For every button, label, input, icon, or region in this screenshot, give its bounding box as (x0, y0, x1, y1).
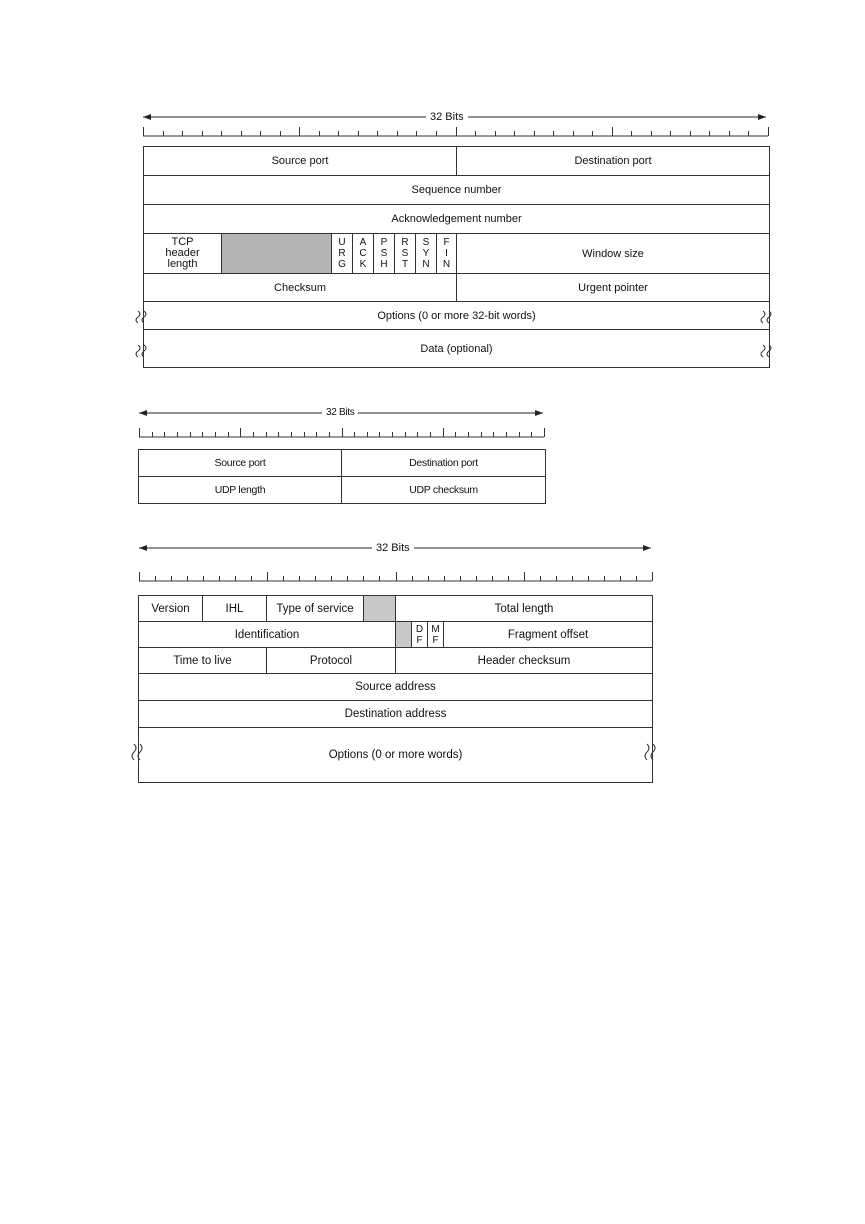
ip-options: Options (0 or more words) (139, 728, 653, 783)
ip-header-checksum: Header checksum (396, 648, 653, 674)
tcp-source-port: Source port (144, 147, 457, 176)
ip-header-table (138, 595, 653, 783)
ip-unused-tos-bits (364, 596, 396, 622)
ip-ihl: IHL (203, 596, 267, 622)
ip-total-length: Total length (396, 596, 653, 622)
tcp-urgent-pointer: Urgent pointer (457, 274, 770, 302)
tcp-flag-ack: A C K (353, 234, 374, 274)
tcp-flag-urg: U R G (332, 234, 353, 274)
ip-source-address: Source address (139, 674, 653, 701)
ip-bits-label: 32 Bits (372, 541, 414, 555)
ip-fragment-offset: Fragment offset (444, 622, 653, 648)
tcp-options: Options (0 or more 32-bit words) (144, 302, 770, 330)
udp-checksum: UDP checksum (342, 477, 546, 504)
udp-destination-port: Destination port (342, 450, 546, 477)
udp-source-port: Source port (139, 450, 342, 477)
ip-identification: Identification (139, 622, 396, 648)
tcp-flag-rst: R S T (395, 234, 416, 274)
tcp-header-length: TCP header length (144, 234, 222, 274)
udp-bits-label: 32 Bits (322, 406, 358, 420)
tcp-flag-syn: S Y N (416, 234, 437, 274)
ip-flag-df: D F (412, 622, 428, 648)
ip-protocol: Protocol (267, 648, 396, 674)
tcp-destination-port: Destination port (457, 147, 770, 176)
ip-version: Version (139, 596, 203, 622)
tcp-window-size: Window size (457, 234, 770, 274)
ip-flag-mf: M F (428, 622, 444, 648)
tcp-checksum: Checksum (144, 274, 457, 302)
ip-time-to-live: Time to live (139, 648, 267, 674)
tcp-ack-number: Acknowledgement number (144, 205, 770, 234)
ip-destination-address: Destination address (139, 701, 653, 728)
tcp-data: Data (optional) (144, 330, 770, 368)
tcp-sequence-number: Sequence number (144, 176, 770, 205)
ip-reserved-flag (396, 622, 412, 648)
tcp-flag-psh: P S H (374, 234, 395, 274)
tcp-flag-fin: F I N (437, 234, 457, 274)
tcp-bits-label: 32 Bits (426, 110, 468, 124)
ip-type-of-service: Type of service (267, 596, 364, 622)
udp-length: UDP length (139, 477, 342, 504)
